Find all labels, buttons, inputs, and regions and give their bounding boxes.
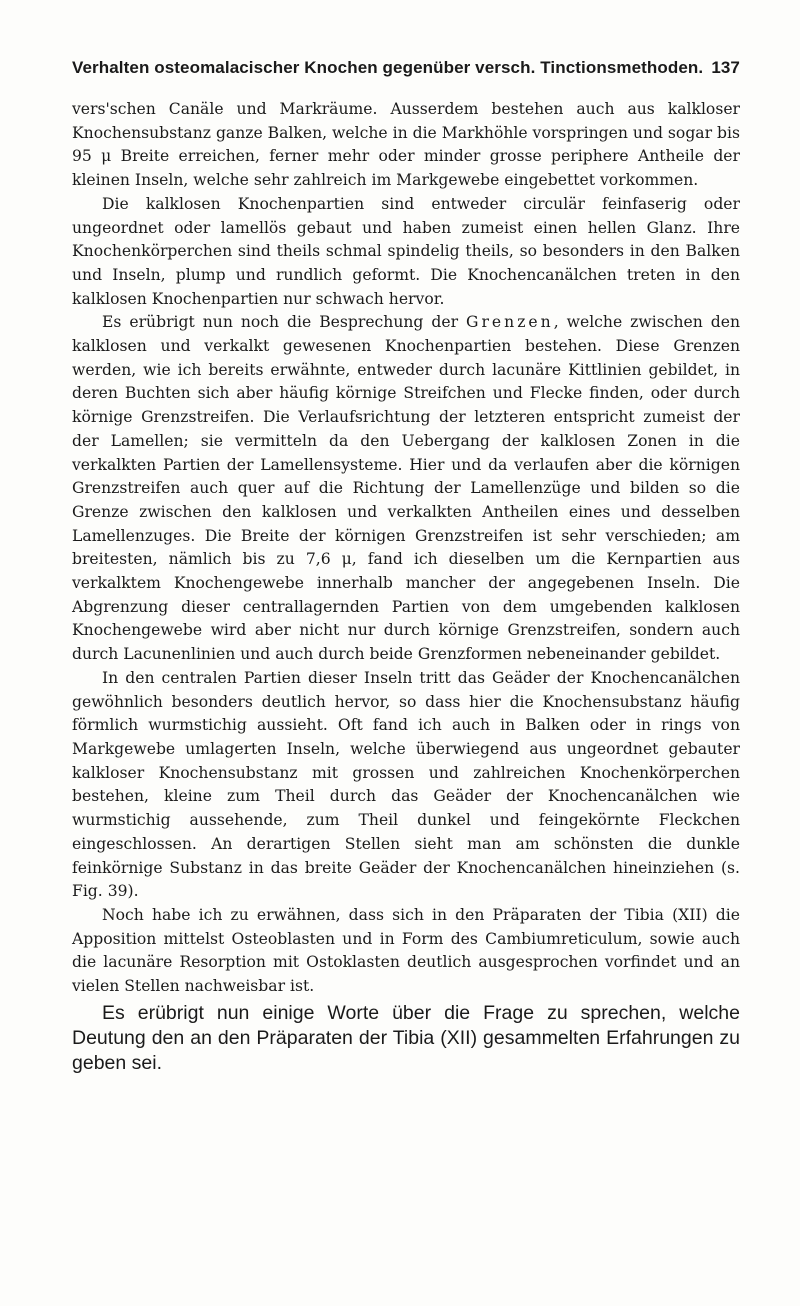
paragraph-3-rest: , welche zwischen den kalklosen und verkalkt gewesenen Knochenpartien bestehen. Diese Grenzen werden, wie ich bereits erwähnte, entweder durch lacunäre Kittlinien gebildet, in deren Buchten sich aber häufig körnige Streifchen und Flecke finden, oder durch körnige Grenzstreifen. Die Verlaufsrichtung der letzteren entspricht zumeist der der Lamellen; sie vermitteln da den Uebergang der kalklosen Zonen in die verkalkten Partien der Lamellensysteme. Hier und da verlaufen aber die körnigen Grenzstreifen auch quer auf die Richtung der Lamellenzüge und bilden so die Grenze zwischen den kalklosen und verkalkten Antheilen eines und desselben Lamellenzuges. Die Breite der körnigen Grenzstreifen ist sehr verschieden; am breitesten, nämlich bis zu 7,6 μ, fand ich dieselben um die Kernpartien aus verkalktem Knochengewebe innerhalb mancher der angegebenen Inseln. Die Abgrenzung dieser centrallagernden Partien von dem umgebenden kalklosen Knochengewebe wird aber nicht nur durch körnige Grenzstreifen, sondern auch durch Lacunenlinien und auch durch beide Grenzformen nebeneinander gebildet. [72, 313, 740, 664]
paragraph-1: vers'schen Canäle und Markräume. Ausserdem bestehen auch aus kalkloser Knochensubstanz ganze Balken, welche in die Markhöhle vorspringen und sogar bis 95 μ Breite erreichen, ferner mehr oder minder grosse periphere Antheile der kleinen Inseln, welche sehr zahlreich im Markgewebe eingebettet vorkommen. [72, 100, 740, 190]
emphasized-term: Grenzen [466, 313, 554, 332]
body-text [72, 98, 740, 1076]
page-number: 137 [711, 58, 740, 77]
paragraph-3 [72, 311, 740, 667]
paragraph-2: Die kalklosen Knochenpartien sind entweder circulär feinfaserig oder ungeordnet oder lamellös gebaut und haben zumeist einen hellen Glanz. Ihre Knochenkörperchen sind theils schmal spindelig theils, so besonders in den Balken und Inseln, plump und rundlich geformt. Die Knochencanälchen treten in den kalklosen Knochenpartien nur schwach hervor. [72, 194, 740, 308]
running-title: Verhalten osteomalacischer Knochen gegenüber versch. Tinctionsmethoden. [72, 58, 704, 77]
paragraph-4: In den centralen Partien dieser Inseln tritt das Geäder der Knochencanälchen gewöhnlich besonders deutlich hervor, so dass hier die Knochensubstanz häufig förmlich wurmstichig aussieht. Oft fand ich auch in Balken oder in rings von Markgewebe umlagerten Inseln, welche überwiegend aus ungeordnet gebauter kalkloser Knochensubstanz mit grossen und zahlreichen Knochenkörperchen bestehen, kleine zum Theil durch das Geäder der Knochencanälchen wie wurmstichig aussehende, zum Theil dunkel und feingekörnte Fleckchen eingeschlossen. An derartigen Stellen sieht man am schönsten die dunkle feinkörnige Substanz in das breite Geäder der Knochencanälchen hineinziehen (s. Fig. 39). [72, 668, 740, 901]
closing-paragraph: Es erübrigt nun einige Worte über die Frage zu sprechen, welche Deutung den an den Präparaten der Tibia (XII) gesammelten Erfahrungen zu geben sei. [72, 1001, 740, 1074]
paragraph-5: Noch habe ich zu erwähnen, dass sich in den Präparaten der Tibia (XII) die Apposition mittelst Osteoblasten und in Form des Cambiumreticulum, sowie auch die lacunäre Resorption mit Ostoklasten deutlich ausgesprochen vorfindet und an vielen Stellen nachweisbar ist. [72, 905, 740, 996]
running-header [72, 58, 740, 78]
book-page [72, 58, 740, 1076]
paragraph-3-start: Es erübrigt nun noch die Besprechung der [102, 313, 467, 332]
